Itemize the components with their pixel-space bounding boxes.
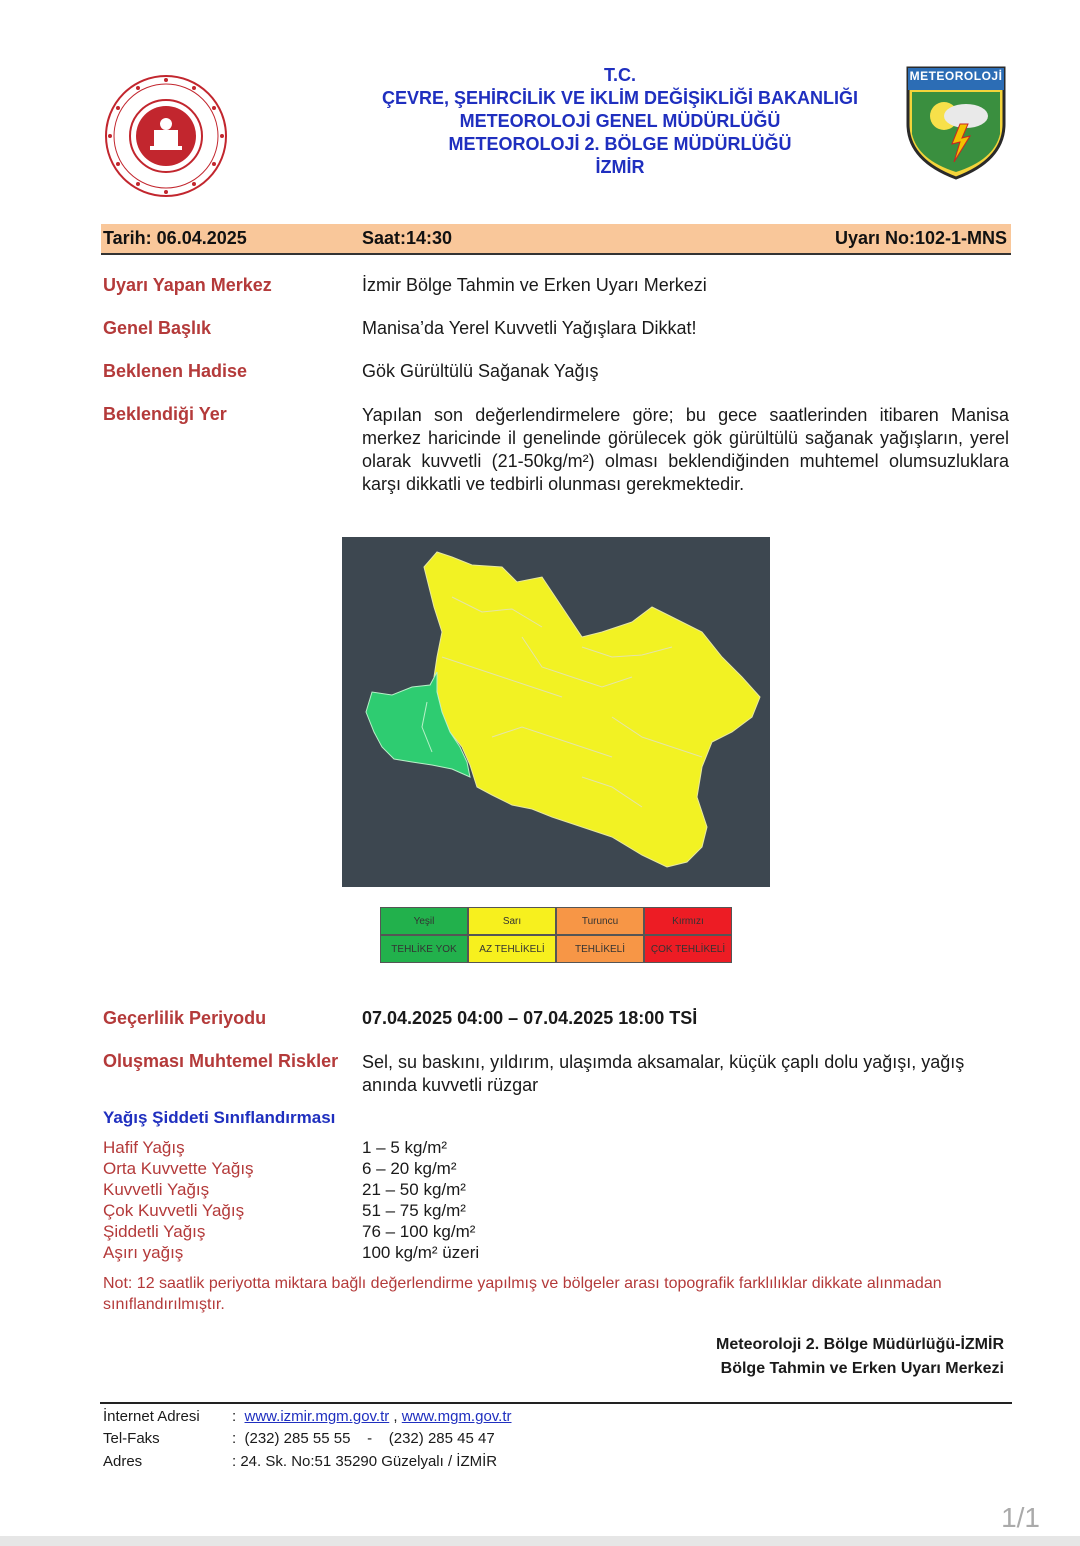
legend-red-color: Kırmızı — [644, 907, 732, 935]
class-name: Aşırı yağış — [103, 1243, 184, 1262]
header-ministry: ÇEVRE, ŞEHİRCİLİK VE İKLİM DEĞİŞİKLİĞİ BAKANLIĞI — [381, 88, 859, 108]
legend-red-level: ÇOK TEHLİKELİ — [644, 935, 732, 963]
header-city: İZMİR — [595, 157, 645, 177]
field-label-center: Uyarı Yapan Merkez — [103, 275, 272, 295]
danger-legend — [380, 907, 732, 964]
footer-internet-links — [232, 1408, 512, 1425]
field-value-title: Manisa’da Yerel Kuvvetli Yağışlara Dikkat! — [362, 318, 697, 338]
classification-title: Yağış Şiddeti Sınıflandırması — [103, 1108, 336, 1127]
legend-green-color: Yeşil — [380, 907, 468, 935]
warning-map — [342, 537, 770, 887]
footer-divider — [100, 1402, 1012, 1404]
class-name: Orta Kuvvette Yağış — [103, 1159, 254, 1178]
header-directorate: METEOROLOJİ GENEL MÜDÜRLÜĞÜ — [459, 111, 781, 131]
risks-label: Oluşması Muhtemel Riskler — [103, 1051, 339, 1071]
header-regional: METEOROLOJİ 2. BÖLGE MÜDÜRLÜĞÜ — [448, 134, 792, 154]
class-range: 1 – 5 kg/m² — [362, 1138, 448, 1157]
ministry-seal-logo — [104, 74, 228, 198]
footer-internet-label: İnternet Adresi — [103, 1408, 200, 1425]
field-label-event: Beklenen Hadise — [103, 361, 248, 381]
risks-value: Sel, su baskını, yıldırım, ulaşımda aksamalar, küçük çaplı dolu yağışı, yağış anında kuvvetli rüzgar — [362, 1052, 965, 1095]
field-value-location: Yapılan son değerlendirmelere göre; bu gece saatlerinden itibaren Manisa merkez haricinde il genelinde görülecek gök gürültülü sağanak yağışların, yerel olarak kuvvetli (21-50kg/m²) olması beklendiğinden muhtemel olumsuzluklara karşı dikkatli ve tedbirli olunması gerekmektedir. — [362, 405, 1009, 494]
class-range: 51 – 75 kg/m² — [362, 1201, 466, 1220]
validity-value: 07.04.2025 04:00 – 07.04.2025 18:00 TSİ — [362, 1008, 698, 1028]
date-text: Tarih: 06.04.2025 — [103, 228, 247, 248]
time-text: Saat:14:30 — [362, 228, 453, 248]
shield-label: METEOROLOJİ — [909, 69, 1003, 83]
class-range: 21 – 50 kg/m² — [362, 1180, 466, 1199]
class-name: Şiddetli Yağış — [103, 1222, 206, 1241]
map-region-yellow — [424, 552, 760, 867]
signature-line2: Bölge Tahmin ve Erken Uyarı Merkezi — [720, 1360, 1004, 1377]
page-indicator: 1/1 — [1001, 1502, 1040, 1533]
legend-green-level: TEHLİKE YOK — [380, 935, 468, 963]
field-value-event: Gök Gürültülü Sağanak Yağış — [362, 361, 599, 381]
field-label-location: Beklendiği Yer — [103, 404, 227, 424]
header-tc: T.C. — [603, 65, 636, 85]
footer-tel-value: : (232) 285 55 55 - (232) 285 45 47 — [232, 1430, 495, 1447]
validity-label: Geçerlilik Periyodu — [103, 1008, 267, 1028]
legend-yellow-color: Sarı — [468, 907, 556, 935]
meteoroloji-shield-logo — [904, 64, 1008, 180]
classification-note: Not: 12 saatlik periyotta miktara bağlı değerlendirme yapılmış ve bölgeler arası topografik farklılıklar dikkate alınmadan sınıflandırılmıştır. — [103, 1275, 942, 1313]
field-value-center: İzmir Bölge Tahmin ve Erken Uyarı Merkezi — [362, 275, 707, 295]
date-bar — [101, 224, 1011, 255]
footer-link-mgm[interactable]: www.mgm.gov.tr — [401, 1408, 512, 1425]
footer-link-izmir[interactable]: www.izmir.mgm.gov.tr — [244, 1408, 390, 1425]
legend-orange-color: Turuncu — [556, 907, 644, 935]
viewer-bottom-edge — [0, 1536, 1080, 1546]
class-range: 76 – 100 kg/m² — [362, 1222, 476, 1241]
footer-address-value: : 24. Sk. No:51 35290 Güzelyalı / İZMİR — [232, 1453, 498, 1470]
class-range: 6 – 20 kg/m² — [362, 1159, 457, 1178]
legend-yellow-level: AZ TEHLİKELİ — [468, 935, 556, 963]
class-name: Kuvvetli Yağış — [103, 1180, 210, 1199]
class-name: Hafif Yağış — [103, 1138, 185, 1157]
class-range: 100 kg/m² üzeri — [362, 1243, 480, 1262]
footer-tel-label: Tel-Faks — [103, 1430, 160, 1447]
warning-number: Uyarı No:102-1-MNS — [834, 228, 1007, 248]
field-label-title: Genel Başlık — [103, 318, 212, 338]
legend-orange-level: TEHLİKELİ — [556, 935, 644, 963]
signature-line1: Meteoroloji 2. Bölge Müdürlüğü-İZMİR — [716, 1336, 1004, 1353]
footer-address-label: Adres — [103, 1453, 143, 1470]
class-name: Çok Kuvvetli Yağış — [103, 1201, 245, 1220]
footer-internet-sep: : — [232, 1408, 237, 1425]
footer-link-sep: , — [393, 1408, 398, 1425]
